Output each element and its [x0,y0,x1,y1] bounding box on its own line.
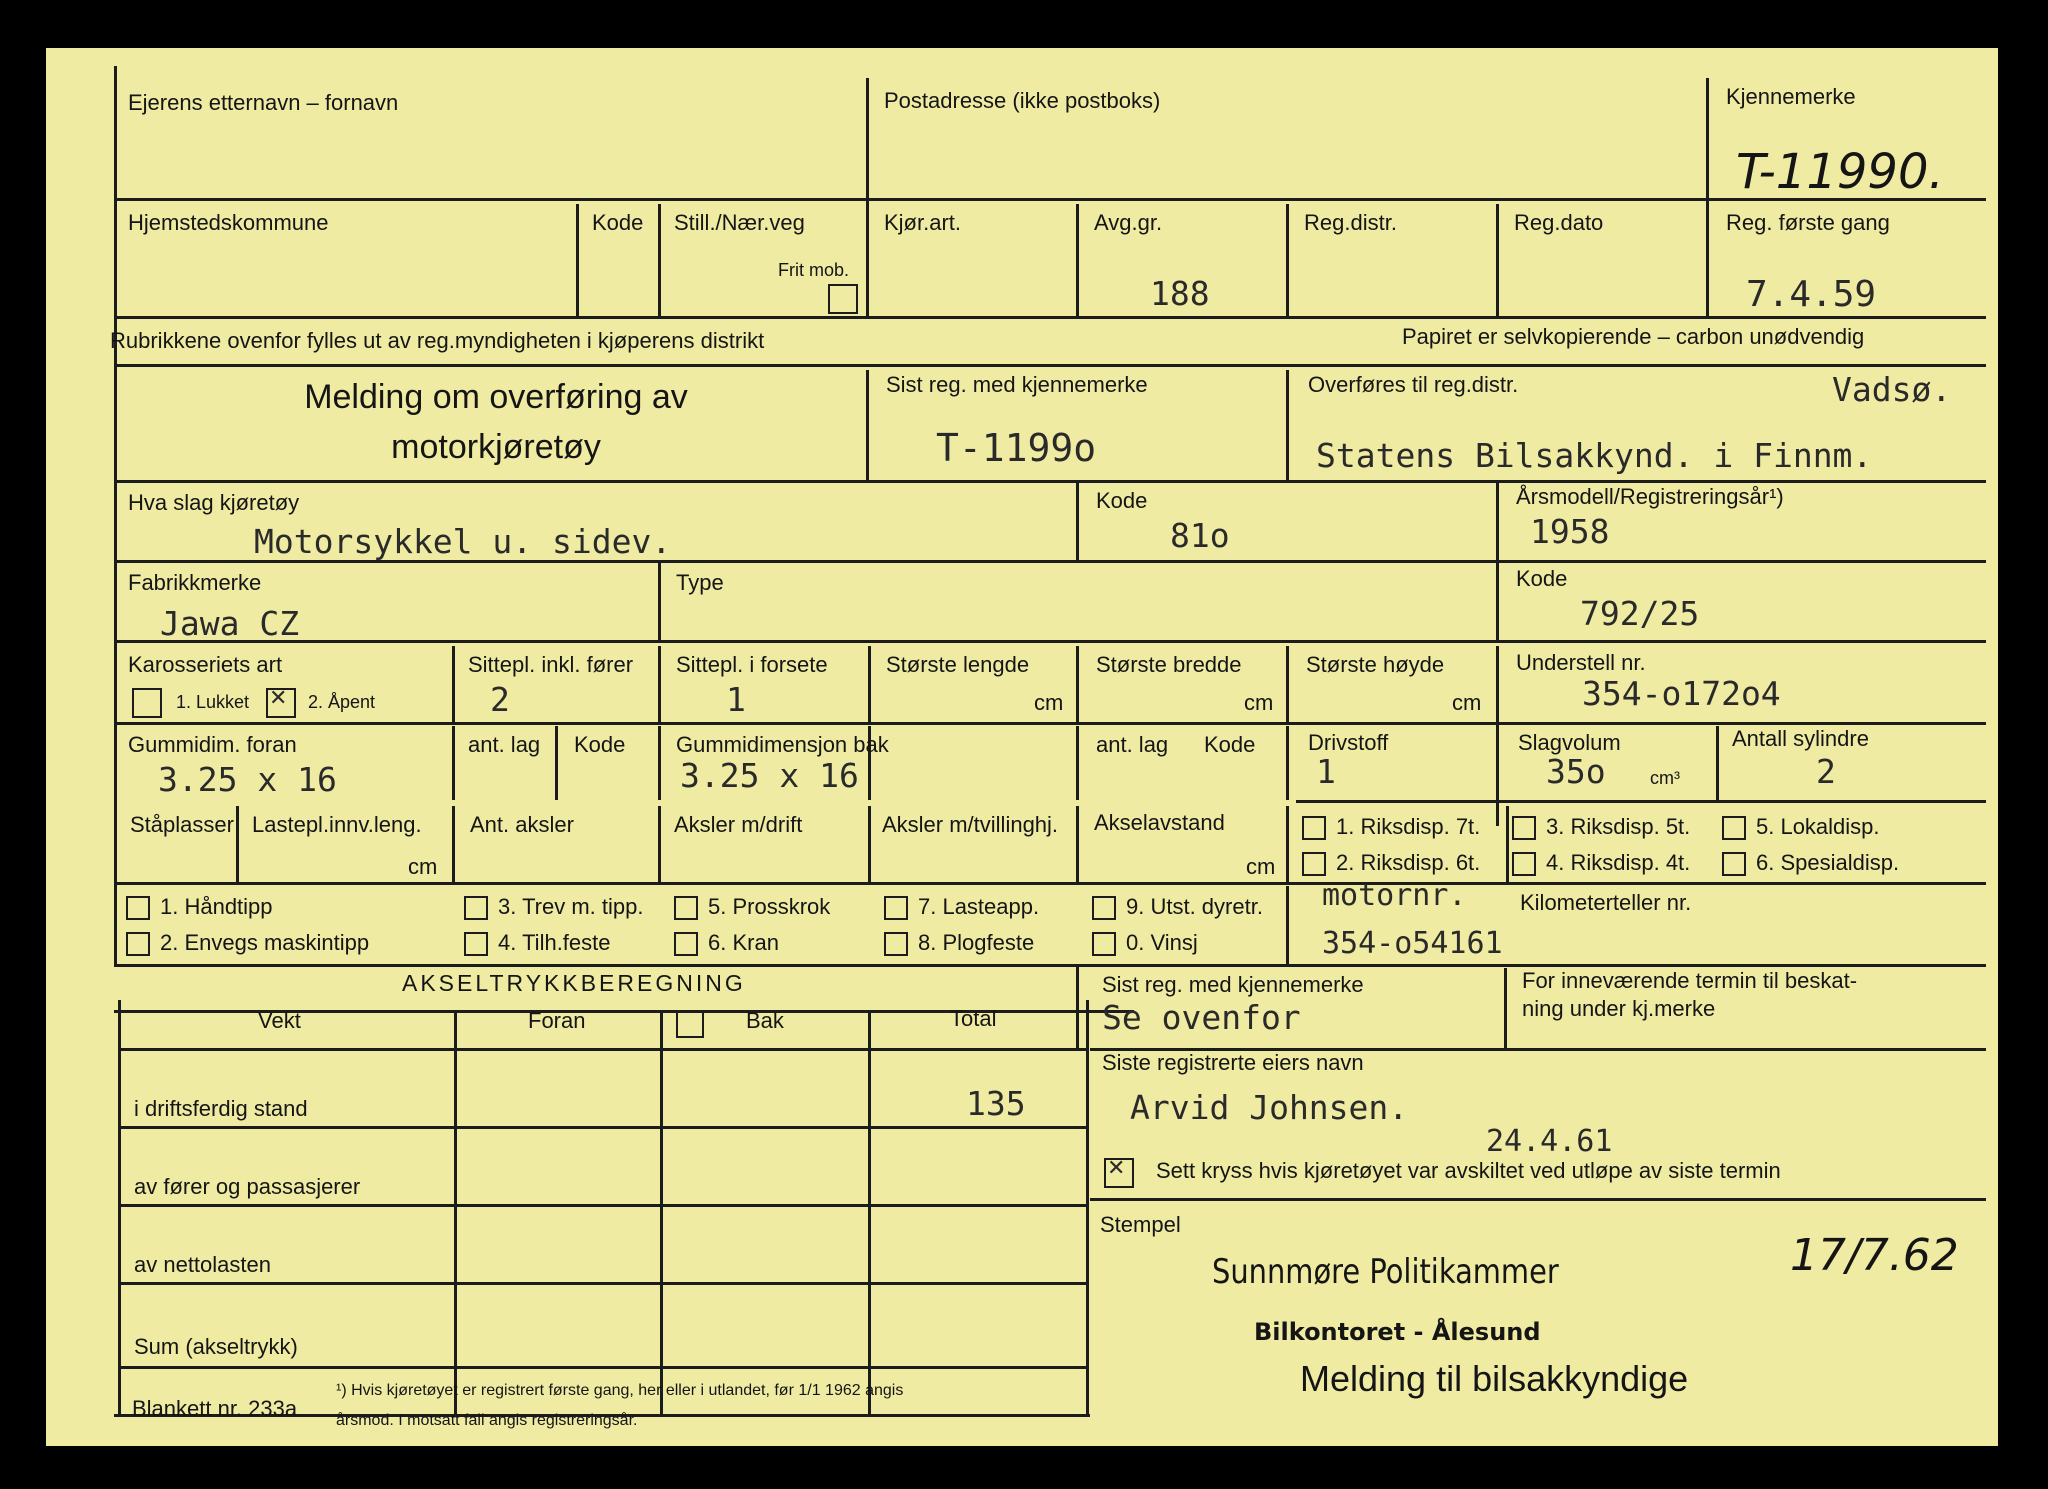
vehicle-code-value: 81o [1170,516,1230,555]
chassis-label: Understell nr. [1516,650,1646,675]
e9-checkbox[interactable] [1092,896,1116,920]
cargo-label: Lastepl.innv.leng. [252,812,422,837]
e0-checkbox[interactable] [1092,932,1116,956]
make-label: Fabrikkmerke [128,570,262,595]
width-cm: cm [1244,690,1274,715]
col-rear: Bak [746,1008,784,1033]
year-label: Årsmodell/Registreringsår¹) [1516,484,1784,509]
e2-label: 2. Envegs maskintipp [160,930,370,955]
e8-label: 8. Plogfeste [918,930,1035,955]
motor-label: motornr. [1322,878,1467,913]
vehicle-code-label: Kode [1096,488,1148,513]
motor-value: 354-o54161 [1322,926,1503,961]
row-netload: av nettolasten [134,1252,271,1277]
length-label: Største lengde [886,652,1030,677]
rd1-checkbox[interactable] [1302,816,1326,840]
note-left: Rubrikkene ovenfor fylles ut av reg.myndigheten i kjøperens distrikt [110,328,765,353]
address-label: Postadresse (ikke postboks) [884,88,1161,113]
volume-value: 35o [1546,752,1606,791]
front-layers-label: ant. lag [468,732,541,757]
seats-value: 2 [490,680,510,719]
tire-front-value: 3.25 x 16 [158,760,337,799]
closed-label: 1. Lukket [176,692,250,712]
e0-label: 0. Vinsj [1126,930,1198,955]
standing-label: Ståplasser [130,812,234,837]
rd2-label: 2. Riksdisp. 6t. [1336,850,1481,875]
rd2-checkbox[interactable] [1302,852,1326,876]
width-label: Største bredde [1096,652,1242,677]
axle-dist-cm: cm [1246,854,1276,879]
tire-rear-value: 3.25 x 16 [680,756,859,795]
rd4-label: 4. Riksdisp. 4t. [1546,850,1691,875]
e3-checkbox[interactable] [464,896,488,920]
first-reg-label: Reg. første gang [1726,210,1890,235]
col-front: Foran [528,1008,586,1033]
frit-label: Frit mob. [778,260,850,280]
cargo-cm: cm [408,854,438,879]
axle-twin-label: Aksler m/tvillinghj. [882,812,1059,837]
last-reg-value: Se ovenfor [1102,998,1301,1037]
frit-checkbox[interactable] [828,284,858,314]
rd3-checkbox[interactable] [1512,816,1536,840]
last-reg-label: Sist reg. med kjennemerke [1102,972,1364,997]
footnote-2: årsmod. I motsatt fall angis registreringsår. [336,1412,638,1429]
e6-checkbox[interactable] [674,932,698,956]
fuel-label: Drivstoff [1308,730,1389,755]
e7-label: 7. Lasteapp. [918,894,1040,919]
rd4-checkbox[interactable] [1512,852,1536,876]
e8-checkbox[interactable] [884,932,908,956]
row-driving-total: 135 [966,1084,1026,1123]
rear-code-label: Kode [1204,732,1256,757]
row-driving: i driftsferdig stand [134,1096,308,1121]
e9-label: 9. Utst. dyretr. [1126,894,1263,919]
e5-checkbox[interactable] [674,896,698,920]
front-code-label: Kode [574,732,626,757]
avg-label: Avg.gr. [1094,210,1163,235]
cylinders-value: 2 [1816,752,1836,791]
type-code-value: 792/25 [1580,594,1700,633]
e5-label: 5. Prosskrok [708,894,831,919]
term-label-2: ning under kj.merke [1522,996,1716,1021]
e1-label: 1. Håndtipp [160,894,273,919]
still-label: Still./Nær.veg [674,210,805,235]
transfer-to-label: Overføres til reg.distr. [1308,372,1519,397]
note-right: Papiret er selvkopierende – carbon unødvendig [1402,324,1865,349]
deregistered-label: Sett kryss hvis kjøretøyet var avskiltet ved utløpe av siste termin [1156,1158,1781,1183]
message-line: Melding til bilsakkyndige [1300,1358,1689,1399]
volume-label: Slagvolum [1518,730,1621,755]
sd6-label: 6. Spesialdisp. [1756,850,1900,875]
last-owner-label: Siste registrerte eiers navn [1102,1050,1364,1075]
e6-label: 6. Kran [708,930,779,955]
plate-label: Kjennemerke [1726,84,1856,109]
body-kind-label: Karosseriets art [128,652,283,677]
e1-checkbox[interactable] [126,896,150,920]
stamp-date: 17/7.62 [1790,1230,1959,1281]
tire-front-label: Gummidim. foran [128,732,297,757]
code-label: Kode [592,210,644,235]
e4-label: 4. Tilh.feste [498,930,611,955]
rear-layers-label: ant. lag [1096,732,1169,757]
regdistr-label: Reg.distr. [1304,210,1397,235]
deregistered-checkbox[interactable] [1104,1158,1134,1188]
owner-label: Ejerens etternavn – fornavn [128,90,399,115]
vehicle-kind-label: Hva slag kjøretøy [128,490,300,515]
registration-card [46,48,1998,1446]
make-value: Jawa CZ [160,604,300,643]
e3-label: 3. Trev m. tipp. [498,894,644,919]
vehicle-kind-value: Motorsykkel u. sidev. [254,522,672,561]
seats-label: Sittepl. inkl. fører [468,652,634,677]
chassis-value: 354-o172o4 [1582,674,1781,713]
e7-checkbox[interactable] [884,896,908,920]
kjor-label: Kjør.art. [884,210,962,235]
open-checkbox[interactable] [266,688,296,718]
axle-count-label: Ant. aksler [470,812,574,837]
rd1-label: 1. Riksdisp. 7t. [1336,814,1481,839]
term-label-1: For inneværende termin til beskat- [1522,968,1858,993]
odometer-label: Kilometerteller nr. [1520,890,1692,915]
form-number: Blankett nr. 233a [132,1396,298,1421]
rd3-label: 3. Riksdisp. 5t. [1546,814,1691,839]
transfer-to-value-1: Vadsø. [1832,370,1952,409]
axle-drive-label: Aksler m/drift [674,812,803,837]
col-total: Total [950,1006,997,1031]
last-owner-value: Arvid Johnsen. [1130,1088,1409,1127]
volume-unit: cm³ [1650,768,1680,788]
weight-title: AKSELTRYKKBEREGNING [402,970,746,996]
form-title-2: motorkjøretøy [391,428,601,466]
first-reg-value: 7.4.59 [1746,274,1877,315]
ld5-label: 5. Lokaldisp. [1756,814,1880,839]
col-weight: Vekt [258,1008,301,1033]
row-driver: av fører og passasjerer [134,1174,361,1199]
stamp-label: Stempel [1100,1212,1181,1237]
transfer-to-value-2: Statens Bilsakkynd. i Finnm. [1316,436,1873,475]
rear-checkbox[interactable] [676,1010,704,1038]
regdato-label: Reg.dato [1514,210,1604,235]
e4-checkbox[interactable] [464,932,488,956]
ld5-checkbox[interactable] [1722,816,1746,840]
axle-dist-label: Akselavstand [1094,810,1225,835]
cylinders-label: Antall sylindre [1732,726,1869,751]
sd6-checkbox[interactable] [1722,852,1746,876]
open-label: 2. Åpent [308,692,376,712]
tire-rear-label: Gummidimensjon bak [676,732,889,757]
last-plate-label: Sist reg. med kjennemerke [886,372,1148,397]
fuel-value: 1 [1316,752,1336,791]
front-seats-value: 1 [726,680,746,719]
municipality-label: Hjemstedskommune [128,210,329,235]
closed-checkbox[interactable] [132,688,162,718]
length-cm: cm [1034,690,1064,715]
stamp-line-2: Bilkontoret - Ålesund [1254,1318,1541,1346]
footnote-1: ¹) Hvis kjøretøyet er registrert første gang, her eller i utlandet, før 1/1 1962 angis [336,1382,904,1399]
date-value: 24.4.61 [1486,1124,1613,1159]
type-code-label: Kode [1516,566,1568,591]
stamp-line-1: Sunnmøre Politikammer [1212,1252,1559,1292]
front-seats-label: Sittepl. i forsete [676,652,828,677]
year-value: 1958 [1530,512,1610,551]
row-sum: Sum (akseltrykk) [134,1334,298,1359]
type-label: Type [676,570,724,595]
avg-value: 188 [1150,274,1210,313]
last-plate-value: T-1199o [936,426,1097,470]
e2-checkbox[interactable] [126,932,150,956]
height-label: Største høyde [1306,652,1445,677]
height-cm: cm [1452,690,1482,715]
form-title-1: Melding om overføring av [304,378,688,416]
plate-value: T-11990. [1736,144,1944,200]
